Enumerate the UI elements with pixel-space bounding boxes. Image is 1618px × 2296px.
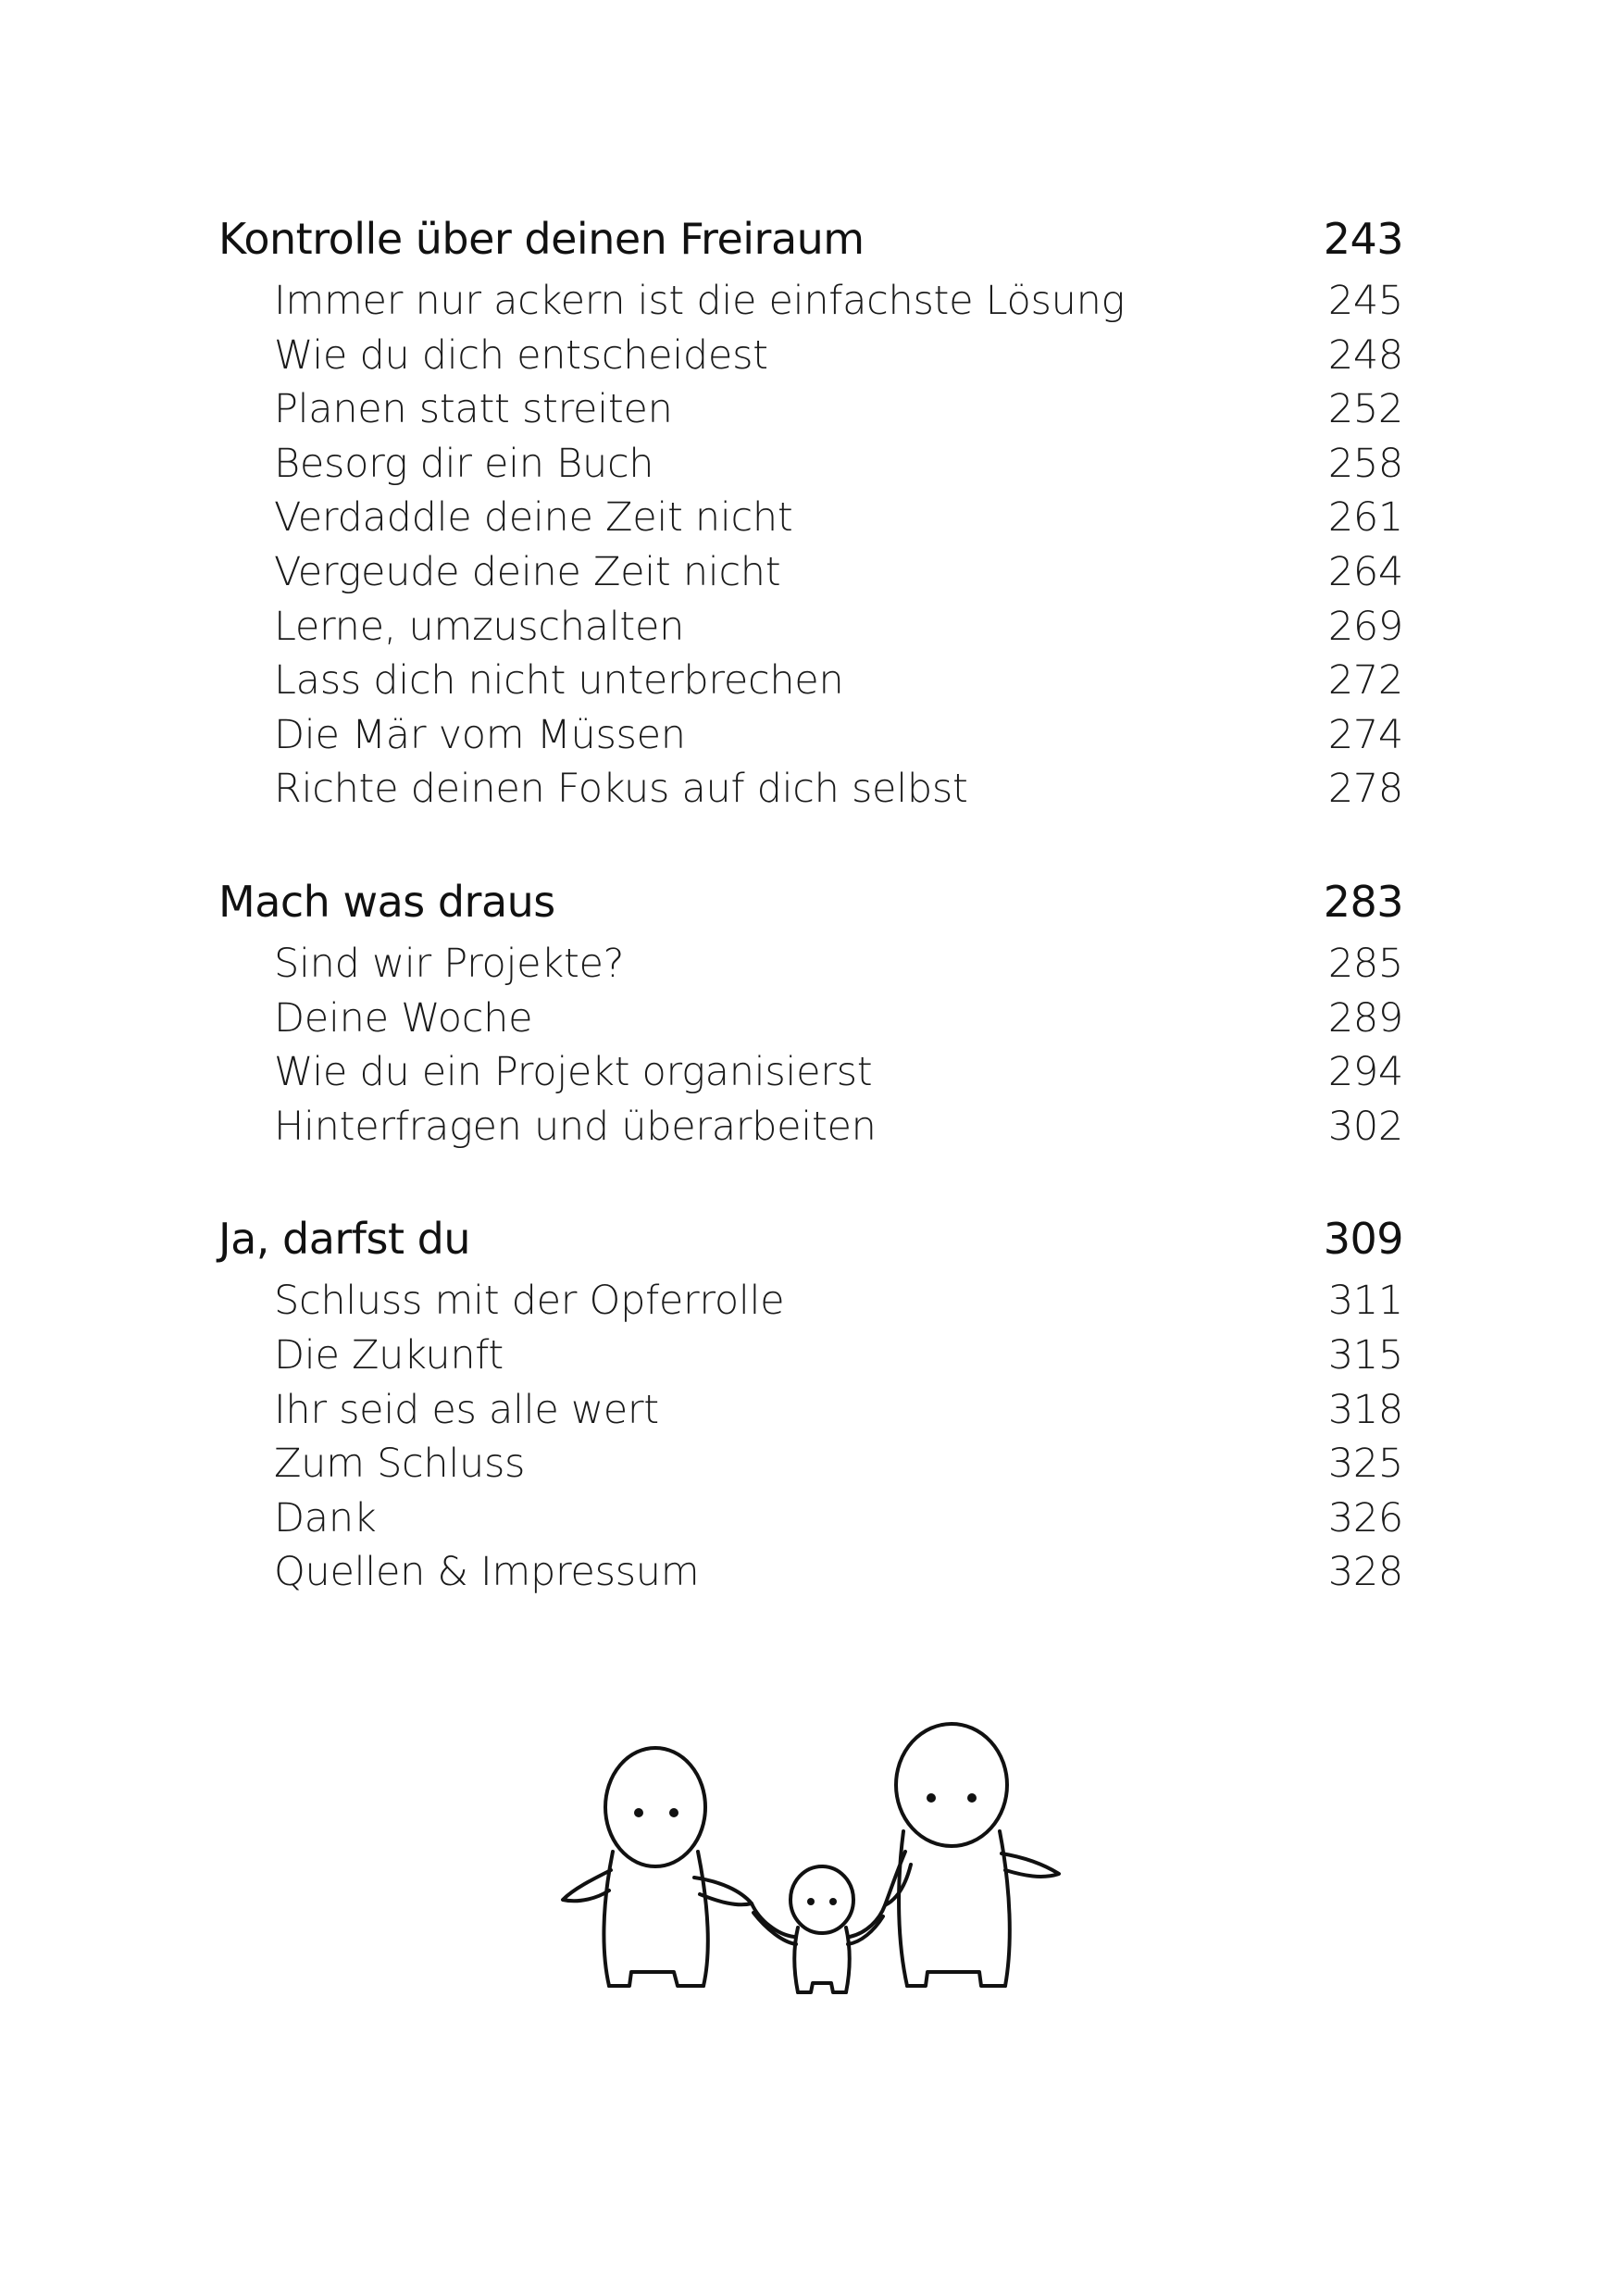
- section-heading[interactable]: [218, 206, 1403, 272]
- section-title: Ja, darfst du: [218, 1214, 470, 1265]
- entry-title: Verdaddle deine Zeit nicht: [274, 494, 793, 542]
- section-page-number: 283: [1323, 876, 1403, 927]
- entry-page-number: 252: [1327, 386, 1403, 433]
- toc-entry[interactable]: [218, 762, 1403, 817]
- entry-title: Die Mär vom Müssen: [274, 711, 686, 758]
- entry-page-number: 326: [1327, 1494, 1403, 1541]
- entry-title: Besorg dir ein Buch: [274, 440, 654, 487]
- toc-section: [218, 206, 1403, 817]
- toc-entry[interactable]: [218, 545, 1403, 600]
- section-page-number: 243: [1323, 214, 1403, 264]
- entry-title: Wie du ein Projekt organisierst: [274, 1049, 873, 1096]
- entry-title: Zum Schluss: [274, 1441, 526, 1488]
- toc-entry[interactable]: [218, 1329, 1403, 1383]
- entry-page-number: 261: [1327, 494, 1403, 542]
- toc-entry[interactable]: [218, 1437, 1403, 1491]
- entry-page-number: 272: [1327, 657, 1403, 705]
- toc-entry[interactable]: [218, 1274, 1403, 1329]
- toc-entry[interactable]: [218, 329, 1403, 383]
- table-of-contents: [218, 206, 1403, 1652]
- section-entries: [218, 274, 1403, 817]
- toc-entry[interactable]: [218, 1383, 1403, 1438]
- toc-entry[interactable]: [218, 1100, 1403, 1154]
- entry-page-number: 245: [1327, 278, 1403, 324]
- toc-entry[interactable]: [218, 382, 1403, 437]
- entry-title: Sind wir Projekte?: [274, 940, 625, 987]
- entry-title: Lass dich nicht unterbrechen: [274, 657, 844, 705]
- toc-entry[interactable]: [218, 1545, 1403, 1600]
- toc-entry[interactable]: [218, 274, 1403, 329]
- toc-section: [218, 868, 1403, 1154]
- section-title: Mach was draus: [218, 876, 555, 927]
- entry-page-number: 289: [1327, 994, 1403, 1042]
- section-entries: [218, 937, 1403, 1154]
- toc-entry[interactable]: [218, 491, 1403, 545]
- section-entries: [218, 1274, 1403, 1600]
- section-page-number: 309: [1323, 1214, 1403, 1265]
- toc-entry[interactable]: [218, 992, 1403, 1046]
- entry-title: Wie du dich entscheidest: [274, 331, 768, 379]
- entry-page-number: 258: [1327, 440, 1403, 487]
- entry-title: Die Zukunft: [274, 1331, 504, 1379]
- adult-figure-left: [563, 1748, 752, 1986]
- toc-entry[interactable]: [218, 437, 1403, 492]
- entry-page-number: 325: [1327, 1441, 1403, 1488]
- family-holding-hands-drawing-icon: [555, 1722, 1083, 2009]
- entry-title: Dank: [274, 1494, 377, 1541]
- entry-title: Vergeude deine Zeit nicht: [274, 548, 781, 595]
- entry-page-number: 294: [1327, 1049, 1403, 1096]
- section-title: Kontrolle über deinen Freiraum: [218, 214, 865, 264]
- entry-page-number: 274: [1327, 711, 1403, 758]
- entry-page-number: 302: [1327, 1103, 1403, 1150]
- toc-section: [218, 1205, 1403, 1600]
- entry-title: Planen statt streiten: [274, 386, 673, 433]
- toc-entry[interactable]: [218, 1045, 1403, 1100]
- entry-title: Quellen & Impressum: [274, 1549, 700, 1596]
- entry-page-number: 315: [1327, 1331, 1403, 1379]
- entry-title: Schluss mit der Opferrolle: [274, 1278, 785, 1325]
- entry-title: Ihr seid es alle wert: [274, 1386, 659, 1433]
- toc-entry[interactable]: [218, 1491, 1403, 1546]
- entry-title: Deine Woche: [274, 994, 533, 1042]
- entry-title: Richte deinen Fokus auf dich selbst: [274, 766, 968, 813]
- toc-entry[interactable]: [218, 600, 1403, 655]
- entry-page-number: 248: [1327, 331, 1403, 379]
- entry-page-number: 318: [1327, 1386, 1403, 1433]
- entry-page-number: 278: [1327, 766, 1403, 813]
- entry-page-number: 269: [1327, 603, 1403, 650]
- child-figure: [752, 1866, 885, 1992]
- entry-title: Immer nur ackern ist die einfachste Lösung: [274, 278, 1126, 324]
- section-heading[interactable]: [218, 868, 1403, 935]
- section-heading[interactable]: [218, 1205, 1403, 1272]
- entry-title: Hinterfragen und überarbeiten: [274, 1103, 877, 1150]
- entry-page-number: 264: [1327, 548, 1403, 595]
- toc-entry[interactable]: [218, 654, 1403, 708]
- toc-entry[interactable]: [218, 708, 1403, 763]
- toc-entry[interactable]: [218, 937, 1403, 992]
- entry-title: Lerne, umzuschalten: [274, 603, 685, 650]
- entry-page-number: 285: [1327, 940, 1403, 987]
- adult-figure-right: [885, 1724, 1059, 1986]
- entry-page-number: 328: [1327, 1549, 1403, 1596]
- entry-page-number: 311: [1327, 1278, 1403, 1325]
